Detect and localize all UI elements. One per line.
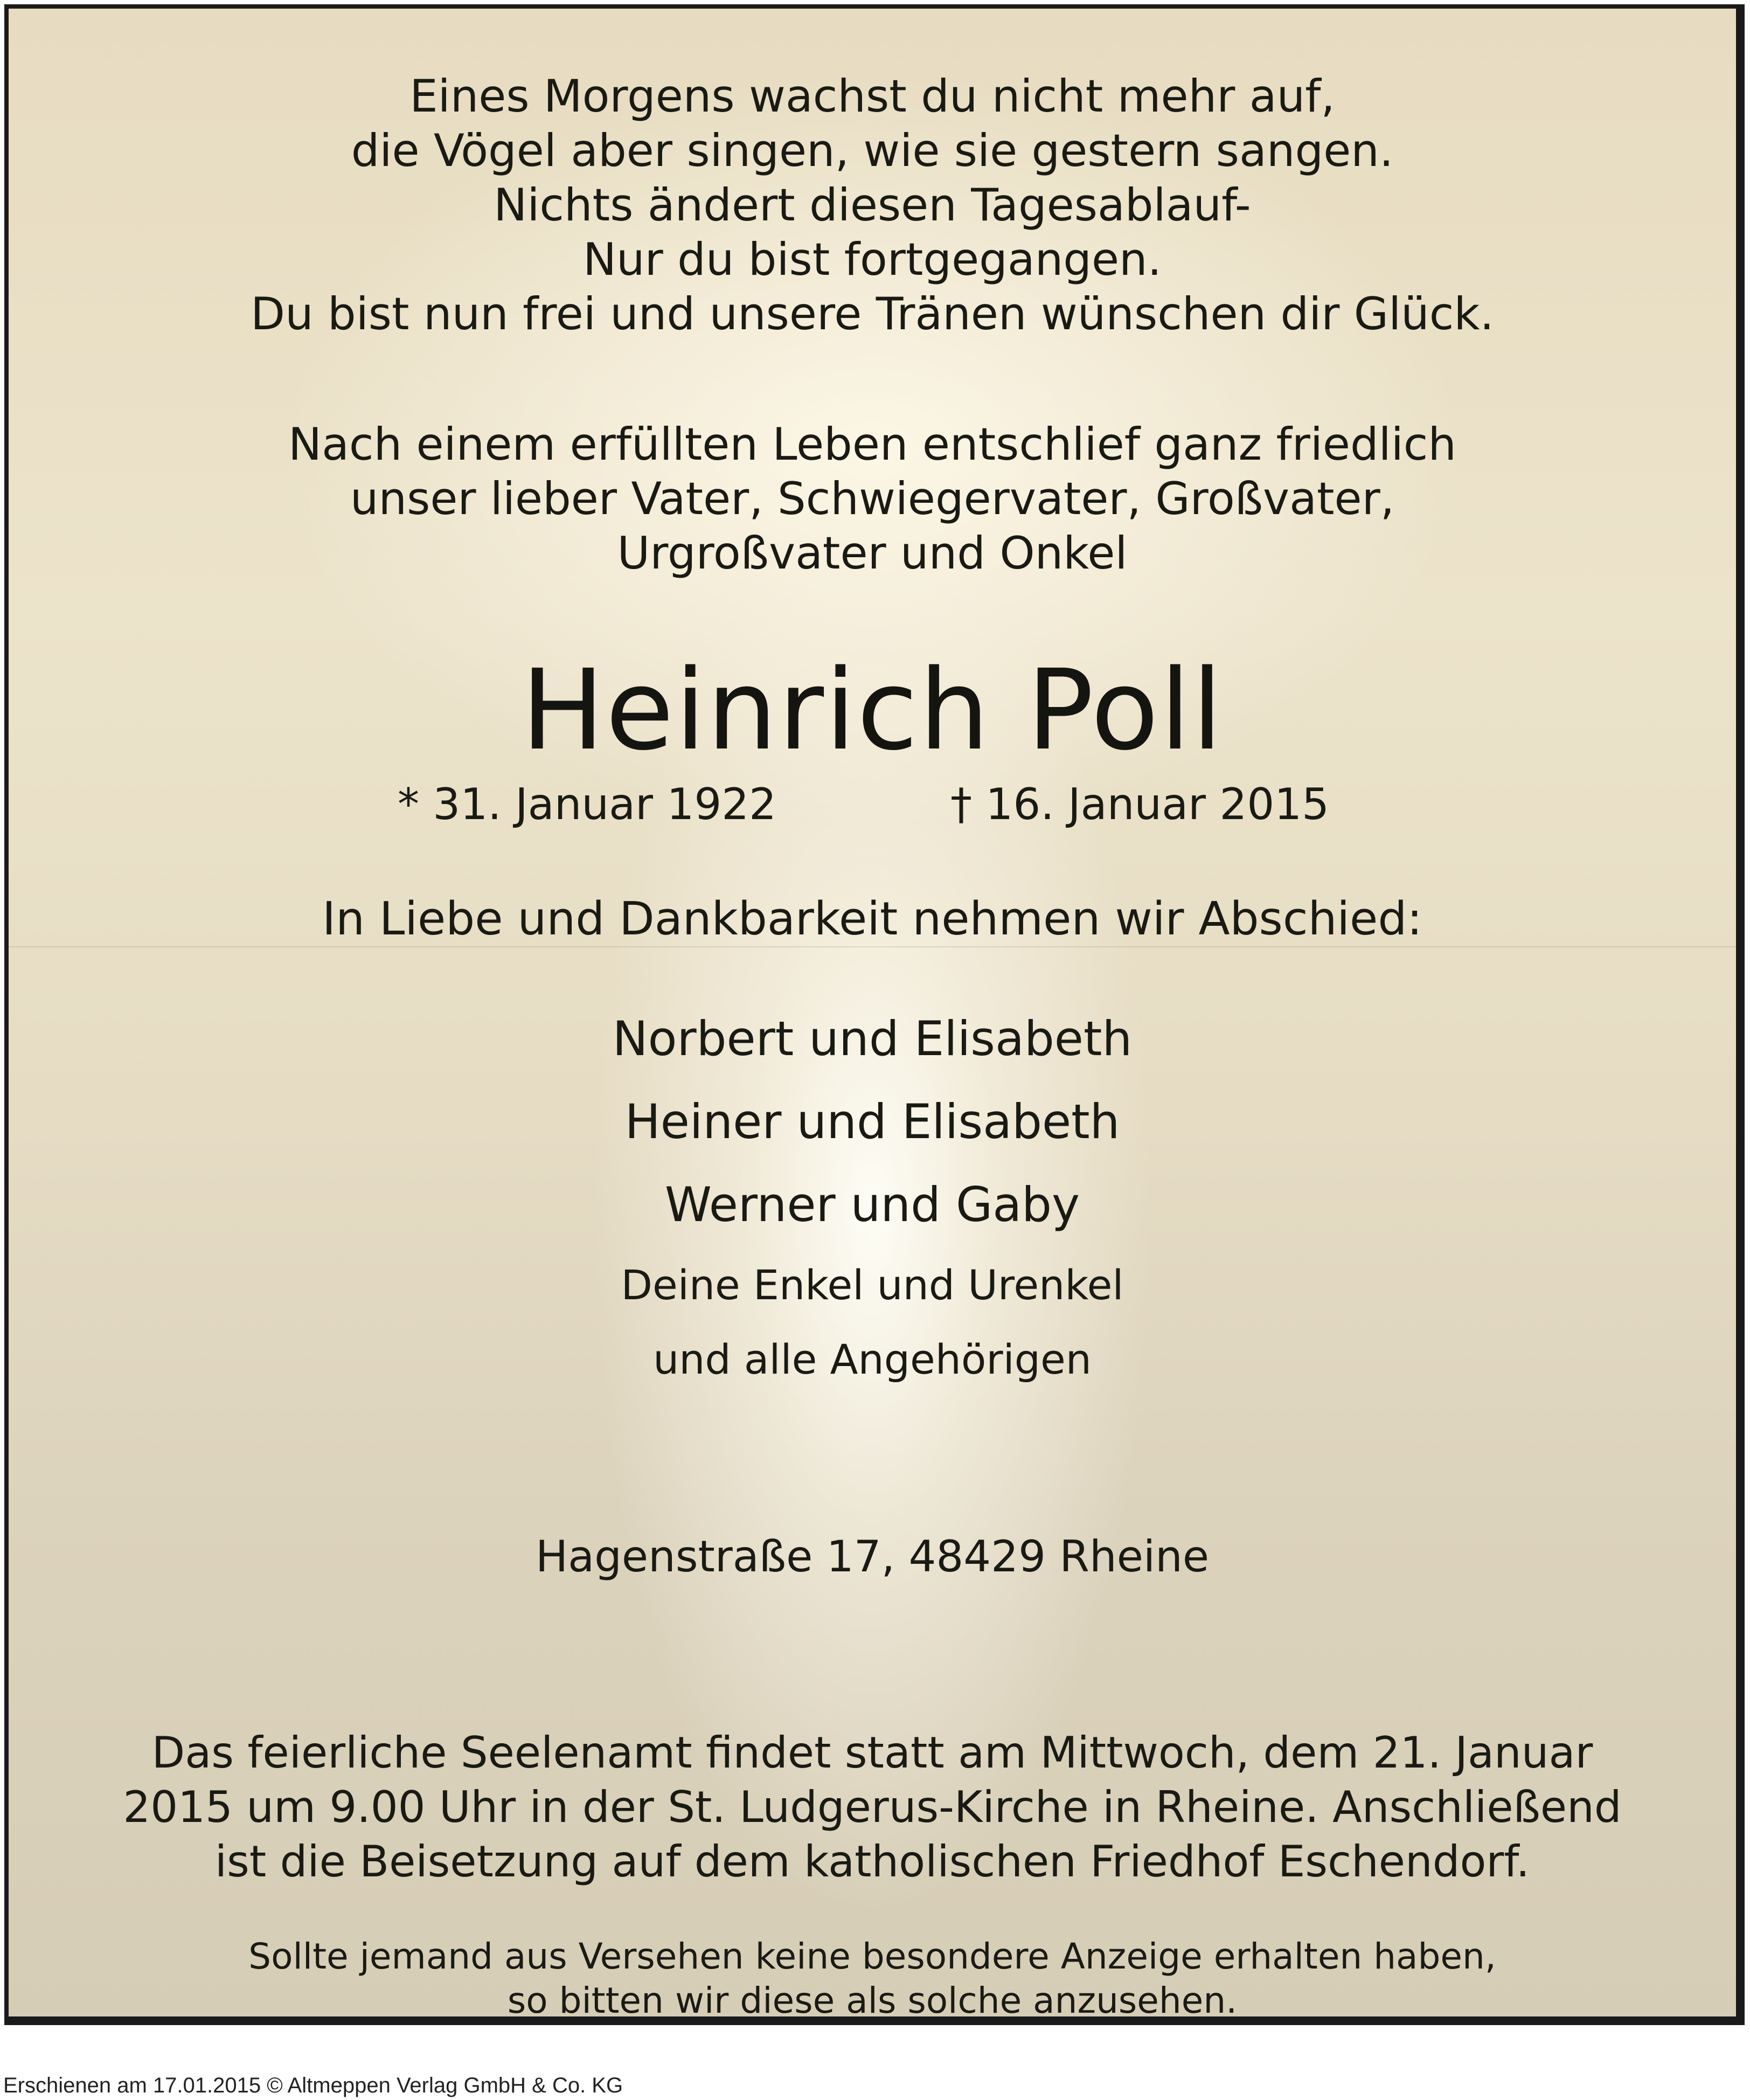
intro-line: Nach einem erfüllten Leben entschlief ganz friedlich <box>288 418 1456 470</box>
death-date: † 16. Januar 2015 <box>950 779 1330 829</box>
family-member: Werner und Gaby <box>664 1177 1080 1232</box>
footnote-line: so bitten wir diese als solche anzusehen. <box>507 1980 1238 2021</box>
address: Hagenstraße 17, 48429 Rheine <box>535 1531 1210 1582</box>
birth-date: * 31. Januar 1922 <box>398 779 777 829</box>
intro-line: Urgroßvater und Onkel <box>617 527 1128 579</box>
poem-line: die Vögel aber singen, wie sie gestern sangen. <box>351 124 1394 177</box>
service-line: 2015 um 9.00 Uhr in der St. Ludgerus-Kirche in Rheine. Anschließend <box>123 1782 1622 1832</box>
poem-line: Nur du bist fortgegangen. <box>582 233 1162 286</box>
family-member: Heiner und Elisabeth <box>624 1094 1120 1149</box>
service-line: ist die Beisetzung auf dem katholischen Friedhof Eschendorf. <box>214 1836 1530 1887</box>
intro-line: unser lieber Vater, Schwiegervater, Großvater, <box>350 473 1395 525</box>
family-member: Deine Enkel und Urenkel <box>621 1261 1124 1309</box>
obituary-notice <box>4 4 1745 2025</box>
service-line: Das feierliche Seelenamt findet statt am Mittwoch, dem 21. Januar <box>151 1728 1593 1778</box>
footnote-line: Sollte jemand aus Versehen keine besondere Anzeige erhalten haben, <box>248 1936 1496 1977</box>
poem-line: Eines Morgens wachst du nicht mehr auf, <box>409 70 1335 122</box>
farewell-line: In Liebe und Dankbarkeit nehmen wir Abschied: <box>322 892 1422 946</box>
horizon-line <box>9 946 1736 947</box>
poem-line: Du bist nun frei und unsere Tränen wünschen dir Glück. <box>251 288 1494 340</box>
family-member: und alle Angehörigen <box>653 1335 1092 1383</box>
publication-caption: Erschienen am 17.01.2015 © Altmeppen Verlag GmbH & Co. KG <box>3 2074 623 2097</box>
deceased-name: Heinrich Poll <box>520 646 1224 775</box>
family-member: Norbert und Elisabeth <box>612 1011 1133 1066</box>
poem-line: Nichts ändert diesen Tagesablauf- <box>494 179 1251 231</box>
